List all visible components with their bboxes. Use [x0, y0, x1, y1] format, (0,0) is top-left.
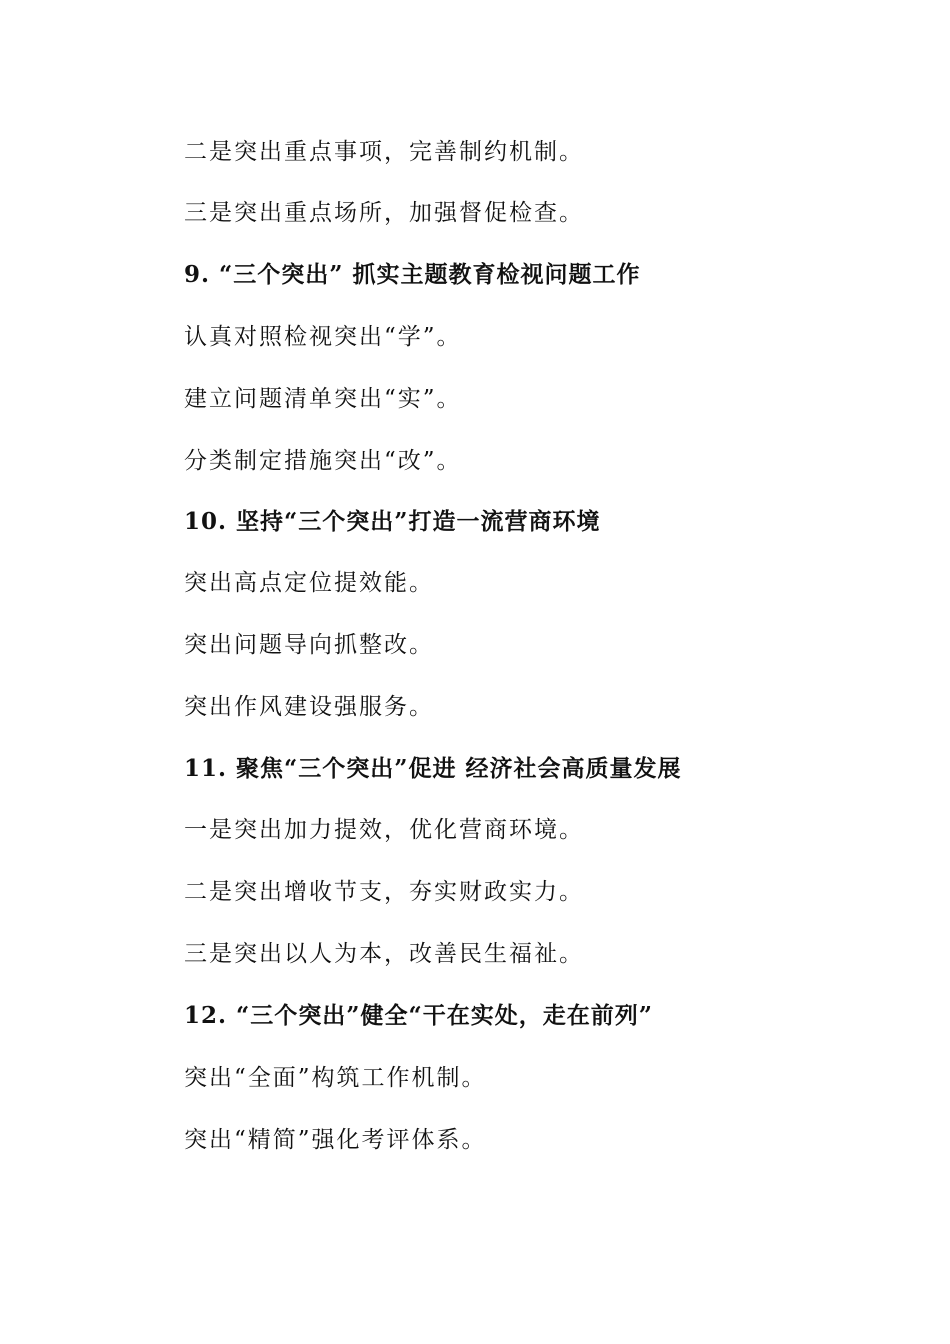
- section-heading: 11. 聚焦“三个突出”促进 经济社会高质量发展: [184, 755, 682, 782]
- section-heading: 10. 坚持“三个突出”打造一流营商环境: [184, 508, 601, 535]
- body-line: 突出“全面”构筑工作机制。: [184, 1065, 487, 1091]
- body-line: 突出问题导向抓整改。: [184, 632, 434, 658]
- body-line: 认真对照检视突出“学”。: [184, 324, 462, 350]
- section-heading: 12. “三个突出”健全“干在实处，走在前列”: [184, 1002, 653, 1029]
- body-line: 突出作风建设强服务。: [184, 694, 434, 720]
- section-heading: 9. “三个突出” 抓实主题教育检视问题工作: [184, 261, 641, 288]
- body-line: 三是突出以人为本，改善民生福祉。: [184, 941, 584, 967]
- body-line: 三是突出重点场所，加强督促检查。: [184, 200, 584, 226]
- body-line: 一是突出加力提效，优化营商环境。: [184, 817, 584, 843]
- body-line: 分类制定措施突出“改”。: [184, 448, 462, 474]
- body-line: 二是突出增收节支，夯实财政实力。: [184, 879, 584, 905]
- body-line: 建立问题清单突出“实”。: [184, 386, 462, 412]
- body-line: 二是突出重点事项，完善制约机制。: [184, 139, 584, 165]
- body-line: 突出“精简”强化考评体系。: [184, 1127, 487, 1153]
- body-line: 突出高点定位提效能。: [184, 570, 434, 596]
